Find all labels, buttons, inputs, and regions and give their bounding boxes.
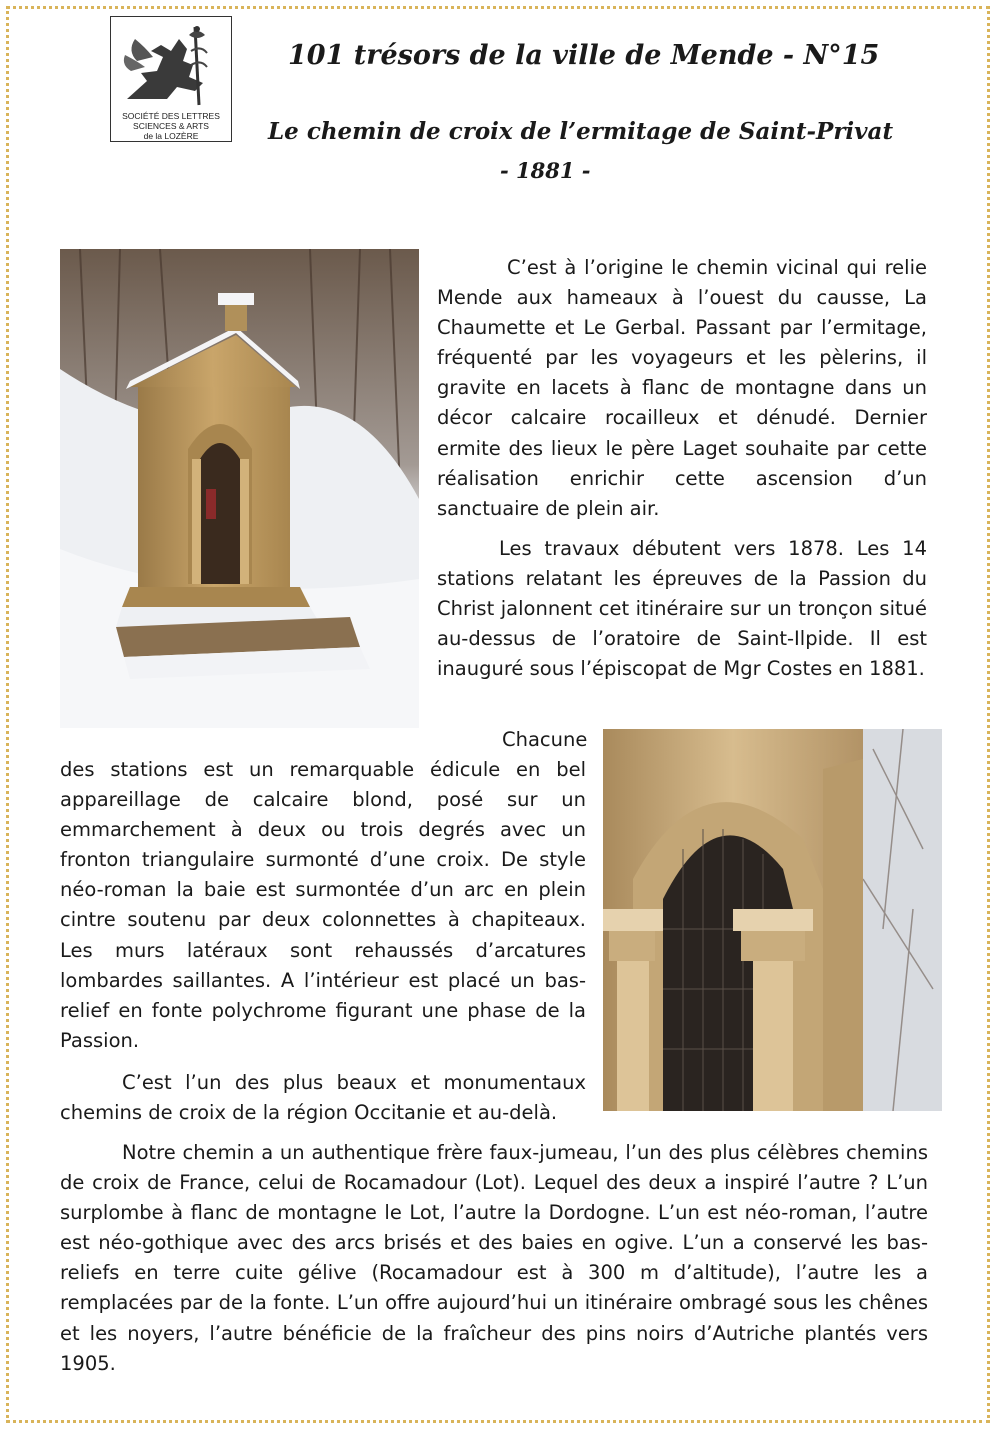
paragraph-rocamadour: Notre chemin a un authentique frère faux-jumeau, l’un des plus célèbres chemins de croix de France, celui de Rocamadour (Lot). Lequel des deux a inspiré l’autre ? L’un surplombe à flanc de montagne le Lot, l’autre la Dordogne. L’un est néo-roman, l’autre est néo-gothique avec des arcs brisés et des baies en ogive. L’un a conservé les bas-reliefs en terre cuite gélive (Rocamadour est à 300 m d’altitude), l’autre les a remplacées par de la fonte. L’un offre aujourd’hui un itinéraire ombragé sous les chênes et les noyers, l’autre bénéficie de la fraîcheur des pins noirs d’Autriche plantés vers 1905. xyxy=(60,1141,928,1375)
page-subtitle: Le chemin de croix de l’ermitage de Saint-Privat xyxy=(268,118,894,145)
page-title: 101 trésors de la ville de Mende - N°15 xyxy=(288,40,880,71)
station-arch-photo xyxy=(603,729,942,1111)
paragraph-origin: C’est à l’origine le chemin vicinal qui relie Mende aux hameaux à l’ouest du causse, La Chaumette et Le Gerbal. Passant par l’ermitage, fréquenté par les voyageurs et les pèlerins, il gravite en lacets à flanc de montagne dans un décor calcaire rocailleux et dénudé. Dernier ermite des lieux le père Laget souhaite par cette réalisation enrichir cette ascension d’un sanctuaire de plein air. xyxy=(437,256,927,520)
logo-line-2: SCIENCES & ARTS xyxy=(133,121,209,131)
griffin-emblem-icon xyxy=(117,21,225,109)
society-logo xyxy=(110,16,232,142)
paragraph-monumental: C’est l’un des plus beaux et monumentaux chemins de croix de la région Occitanie et au-delà. xyxy=(60,1071,586,1125)
paragraph-works: Les travaux débutent vers 1878. Les 14 stations relatant les épreuves de la Passion du Christ jalonnent cet itinéraire sur un tronçon situé au-dessus de l’oratoire de Saint-Ilpide. Il est inauguré sous l’épiscopat de Mgr Costes en 1881. xyxy=(437,537,927,681)
logo-line-3: de la LOZÈRE xyxy=(143,131,199,141)
logo-line-1: SOCIÉTÉ DES LETTRES xyxy=(122,111,220,121)
station-snow-photo xyxy=(60,249,419,728)
paragraph-stations: des stations est un remarquable édicule en bel appareillage de calcaire blond, posé sur un emmarchement à deux ou trois degrés avec un fronton triangulaire surmonté d’une croix. De style néo-roman la baie est surmontée d’un arc en plein cintre soutenu par deux colonnettes à chapiteaux. Les murs latéraux sont rehaussés d’arcatures lombardes saillantes. A l’intérieur est placé un bas-relief en fonte polychrome figurant une phase de la Passion. xyxy=(60,758,586,1052)
paragraph-stations-lead: Chacune xyxy=(502,728,588,751)
page-year: - 1881 - xyxy=(500,158,591,183)
